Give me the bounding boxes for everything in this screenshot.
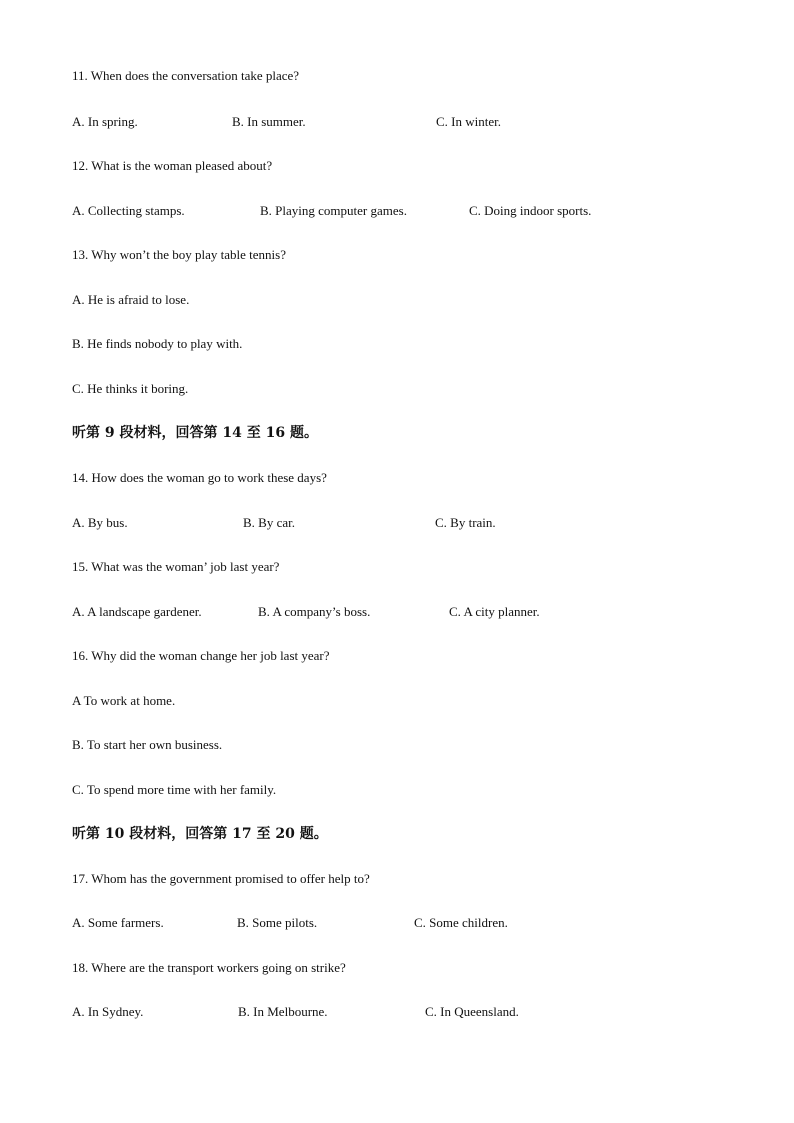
q14-option-c: C. By train. [435,515,496,530]
question-12: 12. What is the woman pleased about? [72,158,273,173]
q11-option-a: A. In spring. [72,114,138,129]
q11-option-b: B. In summer. [232,114,306,129]
question-14: 14. How does the woman go to work these days? [72,470,327,485]
q17-option-b: B. Some pilots. [237,915,318,930]
q16-option-c: C. To spend more time with her family. [72,782,277,797]
q12-option-c: C. Doing indoor sports. [469,203,592,218]
q15-option-c: C. A city planner. [449,604,540,619]
q12-option-b: B. Playing computer games. [260,203,407,218]
question-15: 15. What was the woman’ job last year? [72,559,280,574]
q11-option-c: C. In winter. [436,114,501,129]
q14-option-a: A. By bus. [72,515,128,530]
question-17: 17. Whom has the government promised to offer help to? [72,871,370,886]
q12-option-a: A. Collecting stamps. [72,203,185,218]
q16-option-a: A To work at home. [72,693,176,708]
question-13: 13. Why won’t the boy play table tennis? [72,247,286,262]
q18-option-a: A. In Sydney. [72,1004,144,1019]
q16-option-b: B. To start her own business. [72,737,223,752]
q17-option-a: A. Some farmers. [72,915,164,930]
q18-option-b: B. In Melbourne. [238,1004,328,1019]
question-11: 11. When does the conversation take place? [72,68,300,83]
question-16: 16. Why did the woman change her job last year? [72,648,330,663]
question-18: 18. Where are the transport workers going on strike? [72,960,346,975]
q17-option-c: C. Some children. [414,915,508,930]
q14-option-b: B. By car. [243,515,295,530]
q13-option-b: B. He finds nobody to play with. [72,336,243,351]
q15-option-b: B. A company’s boss. [258,604,371,619]
q15-option-a: A. A landscape gardener. [72,604,202,619]
section-10-heading: 听第 10 段材料，回答第 17 至 20 题。 [72,826,328,842]
q13-option-a: A. He is afraid to lose. [72,292,190,307]
q13-option-c: C. He thinks it boring. [72,381,189,396]
q18-option-c: C. In Queensland. [425,1004,519,1019]
section-9-heading: 听第 9 段材料，回答第 14 至 16 题。 [72,425,318,441]
